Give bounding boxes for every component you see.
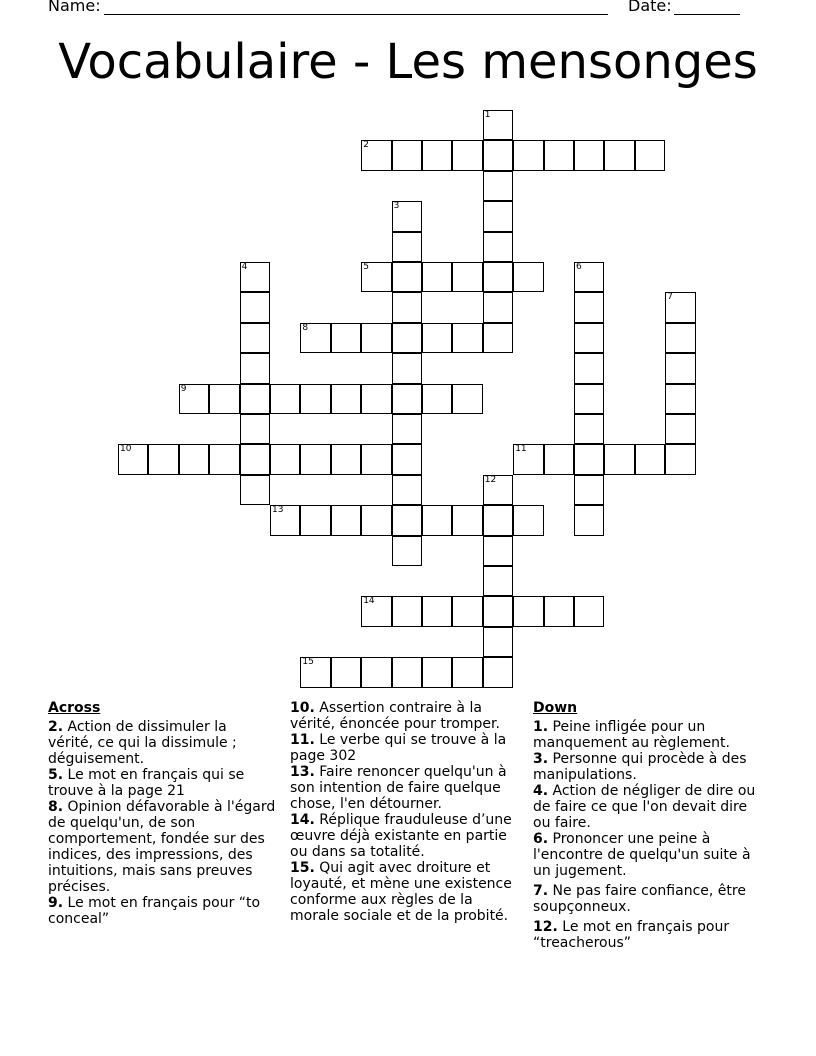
clue-text: Le mot en français pour “treacherous” [533,919,730,951]
grid-cell[interactable] [452,262,482,292]
clues-section [0,700,816,1000]
clue-number-label: 2 [363,140,369,151]
clue-number-label: 15 [302,657,314,668]
clue-text: Faire renoncer quelqu'un à son intention de faire quelque chose, l'en détourner. [290,764,507,812]
down-clue-4 [533,783,765,831]
grid-cell[interactable] [240,475,270,505]
grid-cell[interactable] [483,110,513,140]
grid-cell[interactable] [483,201,513,231]
grid-cell[interactable] [574,505,604,535]
clue-number-label: 7 [667,292,673,303]
grid-cell[interactable] [513,262,543,292]
grid-cell[interactable] [270,384,300,414]
across-clue-13 [290,764,524,812]
grid-cell[interactable] [452,657,482,687]
grid-cell[interactable] [392,596,422,626]
grid-cell[interactable] [300,505,330,535]
grid-cell[interactable] [452,596,482,626]
grid-cell[interactable] [665,323,695,353]
clue-number: 11. [290,732,315,748]
grid-cell[interactable] [422,262,452,292]
clue-number-label: 4 [241,262,248,272]
grid-cell[interactable] [361,262,391,292]
grid-cell[interactable] [392,444,422,474]
grid-cell[interactable] [209,444,239,474]
grid-cell[interactable] [240,353,270,383]
across-clue-10 [290,700,524,732]
grid-cell[interactable] [574,414,604,444]
grid-cell[interactable] [422,505,452,535]
grid-cell[interactable] [483,536,513,566]
grid-cell[interactable] [392,292,422,322]
grid-cell[interactable] [635,444,665,474]
clue-number-label: 11 [515,444,527,455]
grid-cell[interactable] [452,323,482,353]
clue-number-label: 1 [484,110,491,120]
clue-number-label: 8 [302,322,309,333]
grid-cell[interactable] [574,475,604,505]
clue-number-label: 9 [180,383,187,394]
grid-cell[interactable] [209,384,239,414]
clues-column-2 [290,700,524,924]
grid-cell[interactable] [483,566,513,596]
down-clue-3 [533,751,765,783]
clue-text: Ne pas faire confiance, être soupçonneux. [533,883,746,915]
grid-cell[interactable] [483,323,513,353]
clue-number: 12. [533,919,558,935]
clue-number-label: 10 [120,444,132,455]
grid-cell[interactable] [331,384,361,414]
down-clue-12 [533,919,765,951]
clue-text: Action de négliger de dire ou de faire ce que l'on devait dire ou faire. [533,783,756,831]
grid-cell[interactable] [665,384,695,414]
grid-cell[interactable] [635,140,665,170]
grid-cell[interactable] [665,292,695,322]
clue-number-label: 12 [484,474,497,485]
clue-number: 3. [533,751,549,767]
grid-cell[interactable] [483,505,513,535]
grid-cell[interactable] [513,444,543,474]
clue-number: 9. [48,895,64,911]
clue-text: Personne qui procède à des manipulations. [533,751,747,783]
grid-cell[interactable] [392,475,422,505]
grid-cell[interactable] [240,414,270,444]
clue-text: Le mot en français pour “to conceal” [48,895,261,927]
grid-cell[interactable] [665,414,695,444]
grid-cell[interactable] [361,140,391,170]
grid-cell[interactable] [392,414,422,444]
grid-cell[interactable] [392,201,422,231]
grid-cell[interactable] [240,384,270,414]
across-clue-14 [290,812,524,860]
clue-text: Qui agit avec droiture et loyauté, et mène une existence conforme aux règles de la morale sociale et de la probité. [290,860,512,924]
grid-cell[interactable] [240,292,270,322]
grid-cell[interactable] [300,444,330,474]
date-label: Date: [628,0,672,15]
clue-number-label: 14 [363,596,375,607]
grid-cell[interactable] [574,262,604,292]
grid-cell[interactable] [392,657,422,687]
grid-cell[interactable] [544,140,574,170]
grid-cell[interactable] [483,262,513,292]
clue-number: 6. [533,831,549,847]
down-clue-7 [533,883,765,915]
grid-cell[interactable] [331,505,361,535]
grid-cell[interactable] [483,475,513,505]
grid-cell[interactable] [513,505,543,535]
grid-cell[interactable] [483,657,513,687]
grid-cell[interactable] [483,627,513,657]
grid-cell[interactable] [665,444,695,474]
grid-cell[interactable] [392,140,422,170]
grid-cell[interactable] [240,323,270,353]
grid-cell[interactable] [544,444,574,474]
grid-cell[interactable] [422,323,452,353]
clues-column-1 [48,700,276,927]
clue-text: Opinion défavorable à l'égard de quelqu'un, de son comportement, fondée sur des indices, des impressions, des intuitions, mais sans preuves précises. [48,799,276,895]
clue-number: 14. [290,812,315,828]
clue-text: Réplique frauduleuse d’une œuvre déjà existante en partie ou dans sa totalité. [290,812,512,860]
down-clue-6 [533,831,765,879]
grid-cell[interactable] [361,505,391,535]
grid-cell[interactable] [483,596,513,626]
grid-cell[interactable] [483,292,513,322]
grid-cell[interactable] [392,262,422,292]
grid-cell[interactable] [179,384,209,414]
grid-cell[interactable] [300,657,330,687]
grid-cell[interactable] [544,596,574,626]
grid-cell[interactable] [361,444,391,474]
clue-text: Prononcer une peine à l'encontre de quelqu'un suite à un jugement. [533,831,751,879]
clues-column-3 [533,700,765,951]
grid-cell[interactable] [392,384,422,414]
grid-cell[interactable] [483,140,513,170]
grid-cell[interactable] [392,232,422,262]
across-heading: Across [48,700,101,716]
grid-cell[interactable] [300,384,330,414]
grid-cell[interactable] [240,262,270,292]
grid-cell[interactable] [574,140,604,170]
grid-cell[interactable] [422,657,452,687]
clue-number: 13. [290,764,315,780]
grid-cell[interactable] [422,384,452,414]
grid-cell[interactable] [240,444,270,474]
grid-cell[interactable] [331,323,361,353]
grid-cell[interactable] [392,323,422,353]
grid-cell[interactable] [452,140,482,170]
clue-number: 1. [533,719,549,735]
clue-number: 7. [533,883,549,899]
clue-number-label: 3 [393,201,400,212]
grid-cell[interactable] [361,596,391,626]
down-heading: Down [533,700,578,716]
clue-number: 5. [48,767,64,783]
grid-cell[interactable] [574,323,604,353]
grid-cell[interactable] [452,505,482,535]
clue-number: 15. [290,860,315,876]
grid-cell[interactable] [331,444,361,474]
clue-number: 2. [48,719,64,735]
clue-text: Peine infligée pour un manquement au règlement. [533,719,730,751]
grid-cell[interactable] [574,353,604,383]
across-clue-5 [48,767,276,799]
across-clue-8 [48,799,276,895]
grid-cell[interactable] [361,657,391,687]
across-clue-15 [290,860,524,924]
clue-text: Assertion contraire à la vérité, énoncée pour tromper. [290,700,500,732]
across-clue-9 [48,895,276,927]
grid-cell[interactable] [300,323,330,353]
clue-text: Le mot en français qui se trouve à la page 21 [48,767,245,799]
grid-cell[interactable] [392,353,422,383]
grid-cell[interactable] [331,657,361,687]
grid-cell[interactable] [270,444,300,474]
clue-number: 4. [533,783,549,799]
clue-text: Le verbe qui se trouve à la page 302 [290,732,507,764]
grid-cell[interactable] [361,323,391,353]
grid-cell[interactable] [574,596,604,626]
clue-number: 10. [290,700,315,716]
grid-cell[interactable] [270,505,300,535]
grid-cell[interactable] [513,596,543,626]
name-label: Name: [48,0,101,15]
grid-cell[interactable] [361,384,391,414]
grid-cell[interactable] [179,444,209,474]
clue-number-label: 5 [363,262,369,272]
grid-cell[interactable] [604,444,634,474]
clue-number-label: 13 [272,505,284,516]
clue-text: Action de dissimuler la vérité, ce qui la dissimule ; déguisement. [48,719,237,767]
grid-cell[interactable] [422,140,452,170]
grid-cell[interactable] [392,505,422,535]
grid-cell[interactable] [574,292,604,322]
across-clue-2 [48,719,276,767]
down-clue-1 [533,719,765,751]
grid-cell[interactable] [483,171,513,201]
grid-cell[interactable] [665,353,695,383]
across-clue-11 [290,732,524,764]
page-title: Vocabulaire - Les mensonges [58,34,758,90]
grid-cell[interactable] [422,596,452,626]
grid-cell[interactable] [483,232,513,262]
grid-cell[interactable] [118,444,148,474]
grid-cell[interactable] [574,384,604,414]
grid-cell[interactable] [392,536,422,566]
grid-cell[interactable] [574,444,604,474]
grid-cell[interactable] [148,444,178,474]
grid-cell[interactable] [604,140,634,170]
grid-cell[interactable] [452,384,482,414]
grid-cell[interactable] [513,140,543,170]
clue-number: 8. [48,799,64,815]
clue-number-label: 6 [576,262,582,272]
